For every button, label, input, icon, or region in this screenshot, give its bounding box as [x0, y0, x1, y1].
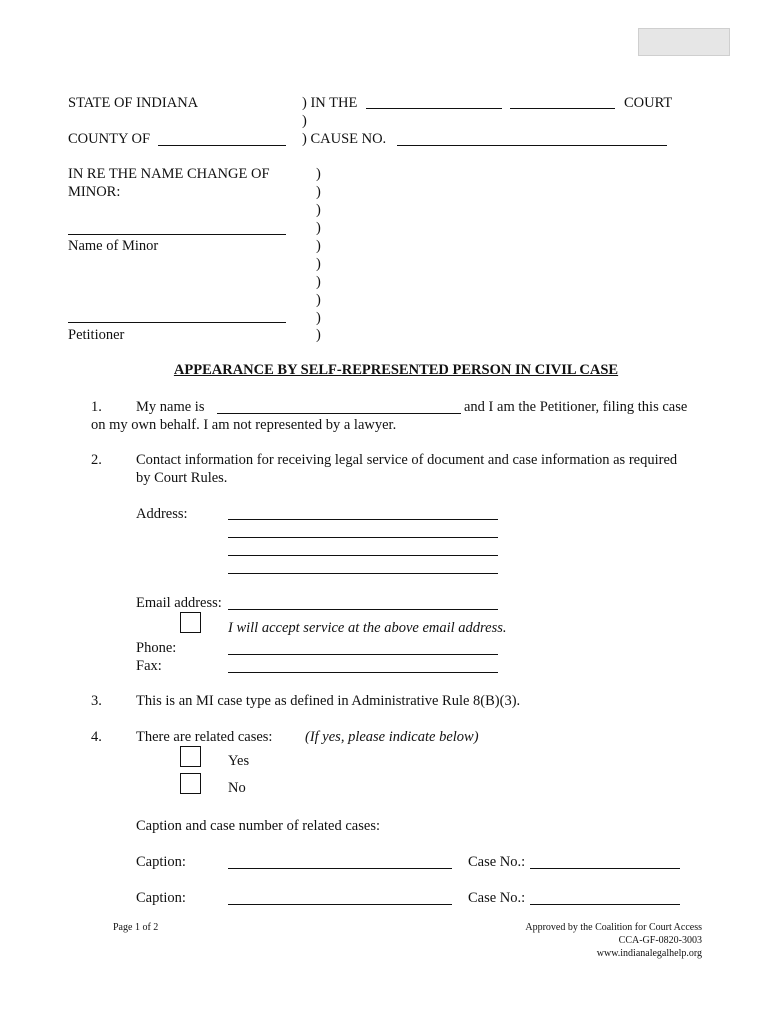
caption-paren: ) [316, 327, 321, 343]
caption-paren: ) [316, 184, 321, 200]
caption-paren: ) [316, 274, 321, 290]
phone-line[interactable] [228, 654, 498, 655]
related-caption-heading: Caption and case number of related cases: [136, 818, 380, 834]
address-line-1[interactable] [228, 519, 498, 520]
form-title: APPEARANCE BY SELF-REPRESENTED PERSON IN CIVIL CASE [173, 362, 619, 378]
in-the-label: ) IN THE [302, 95, 358, 111]
case-no-line-1[interactable] [530, 868, 680, 869]
petitioner-line[interactable] [68, 322, 286, 323]
item-3-number: 3. [91, 693, 102, 709]
caption-paren: ) [316, 238, 321, 254]
court-name-line-2[interactable] [510, 108, 615, 109]
case-no-line-2[interactable] [530, 904, 680, 905]
item-2-number: 2. [91, 452, 102, 468]
county-label: COUNTY OF [68, 131, 151, 147]
in-re-label: IN RE THE NAME CHANGE OF [68, 166, 270, 182]
related-no-checkbox[interactable] [180, 773, 201, 794]
page-number: Page 1 of 2 [113, 922, 159, 933]
state-label: STATE OF INDIANA [68, 95, 199, 111]
email-accept-checkbox[interactable] [180, 612, 201, 633]
caption-paren: ) [316, 220, 321, 236]
cause-no-label: ) CAUSE NO. [302, 131, 387, 147]
name-of-minor-line[interactable] [68, 234, 286, 235]
county-line[interactable] [158, 145, 286, 146]
related-yes-checkbox[interactable] [180, 746, 201, 767]
form-code: CCA-GF-0820-3003 [618, 935, 702, 946]
phone-label: Phone: [136, 640, 177, 656]
case-no-label-2: Case No.: [468, 890, 526, 906]
related-no-label: No [228, 780, 246, 796]
case-no-label-1: Case No.: [468, 854, 526, 870]
court-name-line-1[interactable] [366, 108, 502, 109]
item-4-text-a: There are related cases: [136, 729, 273, 745]
cause-no-line[interactable] [397, 145, 667, 146]
caption-paren: ) [316, 310, 321, 326]
item-1-text-c: on my own behalf. I am not represented by a lawyer. [91, 417, 397, 433]
item-2-text-b: by Court Rules. [136, 470, 228, 486]
address-line-4[interactable] [228, 573, 498, 574]
caption-line-1[interactable] [228, 868, 452, 869]
fax-label: Fax: [136, 658, 162, 674]
email-line[interactable] [228, 609, 498, 610]
form-stamp-box [638, 28, 730, 56]
caption-paren: ) [316, 166, 321, 182]
item-1-number: 1. [91, 399, 102, 415]
item-2-text-a: Contact information for receiving legal service of document and case information as required [136, 452, 678, 468]
related-yes-label: Yes [228, 753, 250, 769]
item-1-text-b: and I am the Petitioner, filing this case [464, 399, 688, 415]
caption-label-1: Caption: [136, 854, 186, 870]
caption-line-2[interactable] [228, 904, 452, 905]
item-4-text-b: (If yes, please indicate below) [305, 729, 479, 745]
address-line-3[interactable] [228, 555, 498, 556]
caption-paren: ) [302, 113, 307, 129]
website: www.indianalegalhelp.org [596, 948, 702, 959]
address-label: Address: [136, 506, 188, 522]
caption-paren: ) [316, 256, 321, 272]
petitioner-name-line[interactable] [217, 413, 461, 414]
court-label: COURT [624, 95, 673, 111]
caption-paren: ) [316, 292, 321, 308]
approved-by: Approved by the Coalition for Court Access [525, 922, 702, 933]
email-accept-text: I will accept service at the above email address. [228, 620, 507, 636]
item-3-text: This is an MI case type as defined in Administrative Rule 8(B)(3). [136, 693, 521, 709]
fax-line[interactable] [228, 672, 498, 673]
caption-label-2: Caption: [136, 890, 186, 906]
minor-label: MINOR: [68, 184, 121, 200]
petitioner-label: Petitioner [68, 327, 125, 343]
name-of-minor-label: Name of Minor [68, 238, 159, 254]
email-label: Email address: [136, 595, 222, 611]
item-1-text-a: My name is [136, 399, 205, 415]
caption-paren: ) [316, 202, 321, 218]
item-4-number: 4. [91, 729, 102, 745]
address-line-2[interactable] [228, 537, 498, 538]
